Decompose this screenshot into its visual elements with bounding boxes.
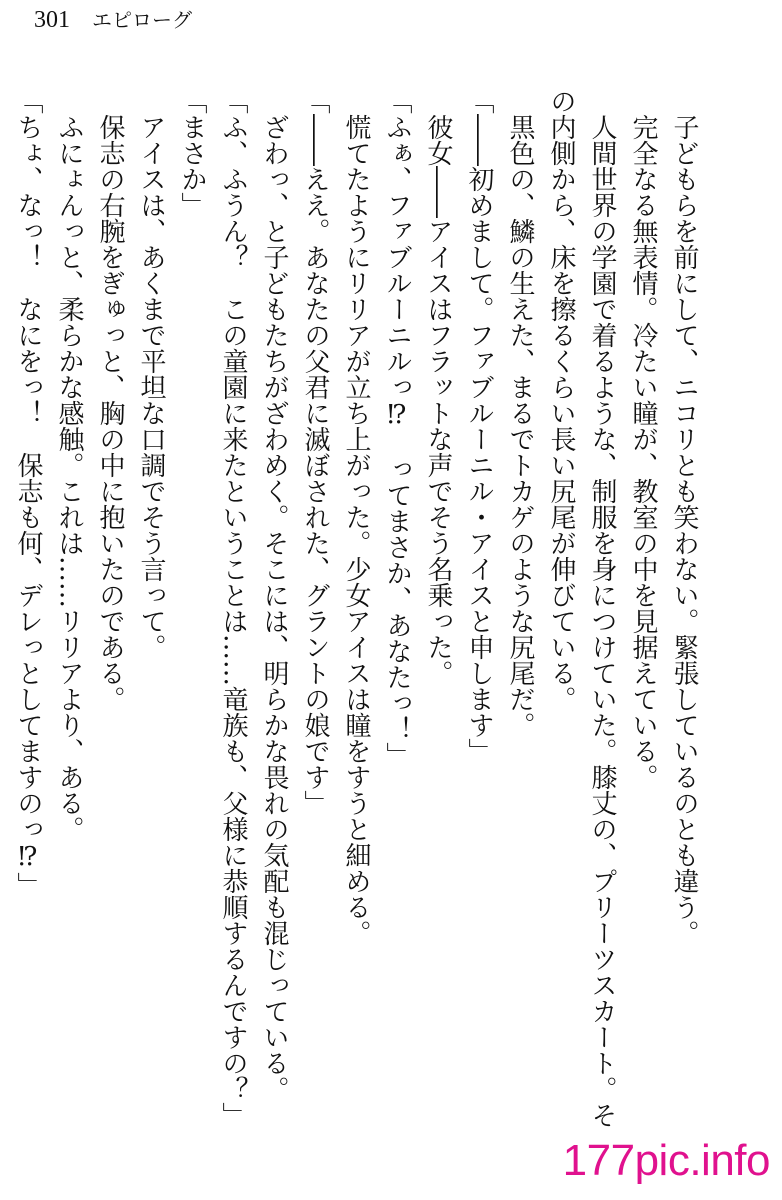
- text-line: 「ちょ、なっ！ なにをっ！ 保志も何、デレっとしてますのっ⁉」: [13, 88, 43, 898]
- text-line: の内側から、床を擦るくらい長い尻尾が伸びている。: [546, 88, 576, 712]
- text-line: ざわっ、と子どもたちがざわめく。そこには、明らかな畏れの気配も混じっている。: [259, 114, 289, 1102]
- page-header: [34, 4, 192, 34]
- chapter-title: エピローグ: [92, 8, 192, 32]
- text-line: 彼女――アイスはフラットな声でそう名乗った。: [423, 114, 453, 686]
- text-line: ふにょんっと、柔らかな感触。これは……リリアより、ある。: [54, 114, 84, 842]
- text-line: アイスは、あくまで平坦な口調でそう言って。: [136, 114, 166, 660]
- text-line: 「――初めまして。ファブルーニル・アイスと申します」: [464, 88, 494, 764]
- text-line: 人間世界の学園で着るような、制服を身につけていた。膝丈の、プリーツスカート。そ: [587, 114, 617, 1128]
- text-line: 保志の右腕をぎゅっと、胸の中に抱いたのである。: [95, 114, 125, 712]
- page-number: 301: [34, 7, 70, 33]
- text-line: 「――ええ。あなたの父君に滅ぼされた、グラントの娘です」: [300, 88, 330, 816]
- text-line: 完全なる無表情。冷たい瞳が、教室の中を見据えている。: [628, 114, 658, 790]
- text-line: 慌てたようにリリアが立ち上がった。少女アイスは瞳をすうと細める。: [341, 114, 371, 946]
- text-line: 子どもらを前にして、ニコリとも笑わない。緊張しているのとも違う。: [669, 114, 699, 946]
- text-line: 「まさか」: [177, 88, 207, 218]
- text-line: 「ふ、ふうん？ この童園に来たということは……竜族も、父様に恭順するんですの？」: [218, 88, 248, 1128]
- text-line: 黒色の、鱗の生えた、まるでトカゲのような尻尾だ。: [505, 114, 535, 738]
- watermark: 177pic.info: [562, 1136, 770, 1185]
- novel-body-text: [13, 88, 704, 1128]
- text-line: 「ふぁ、ファブルーニルっ⁉ ってまさか、あなたっ！」: [382, 88, 412, 768]
